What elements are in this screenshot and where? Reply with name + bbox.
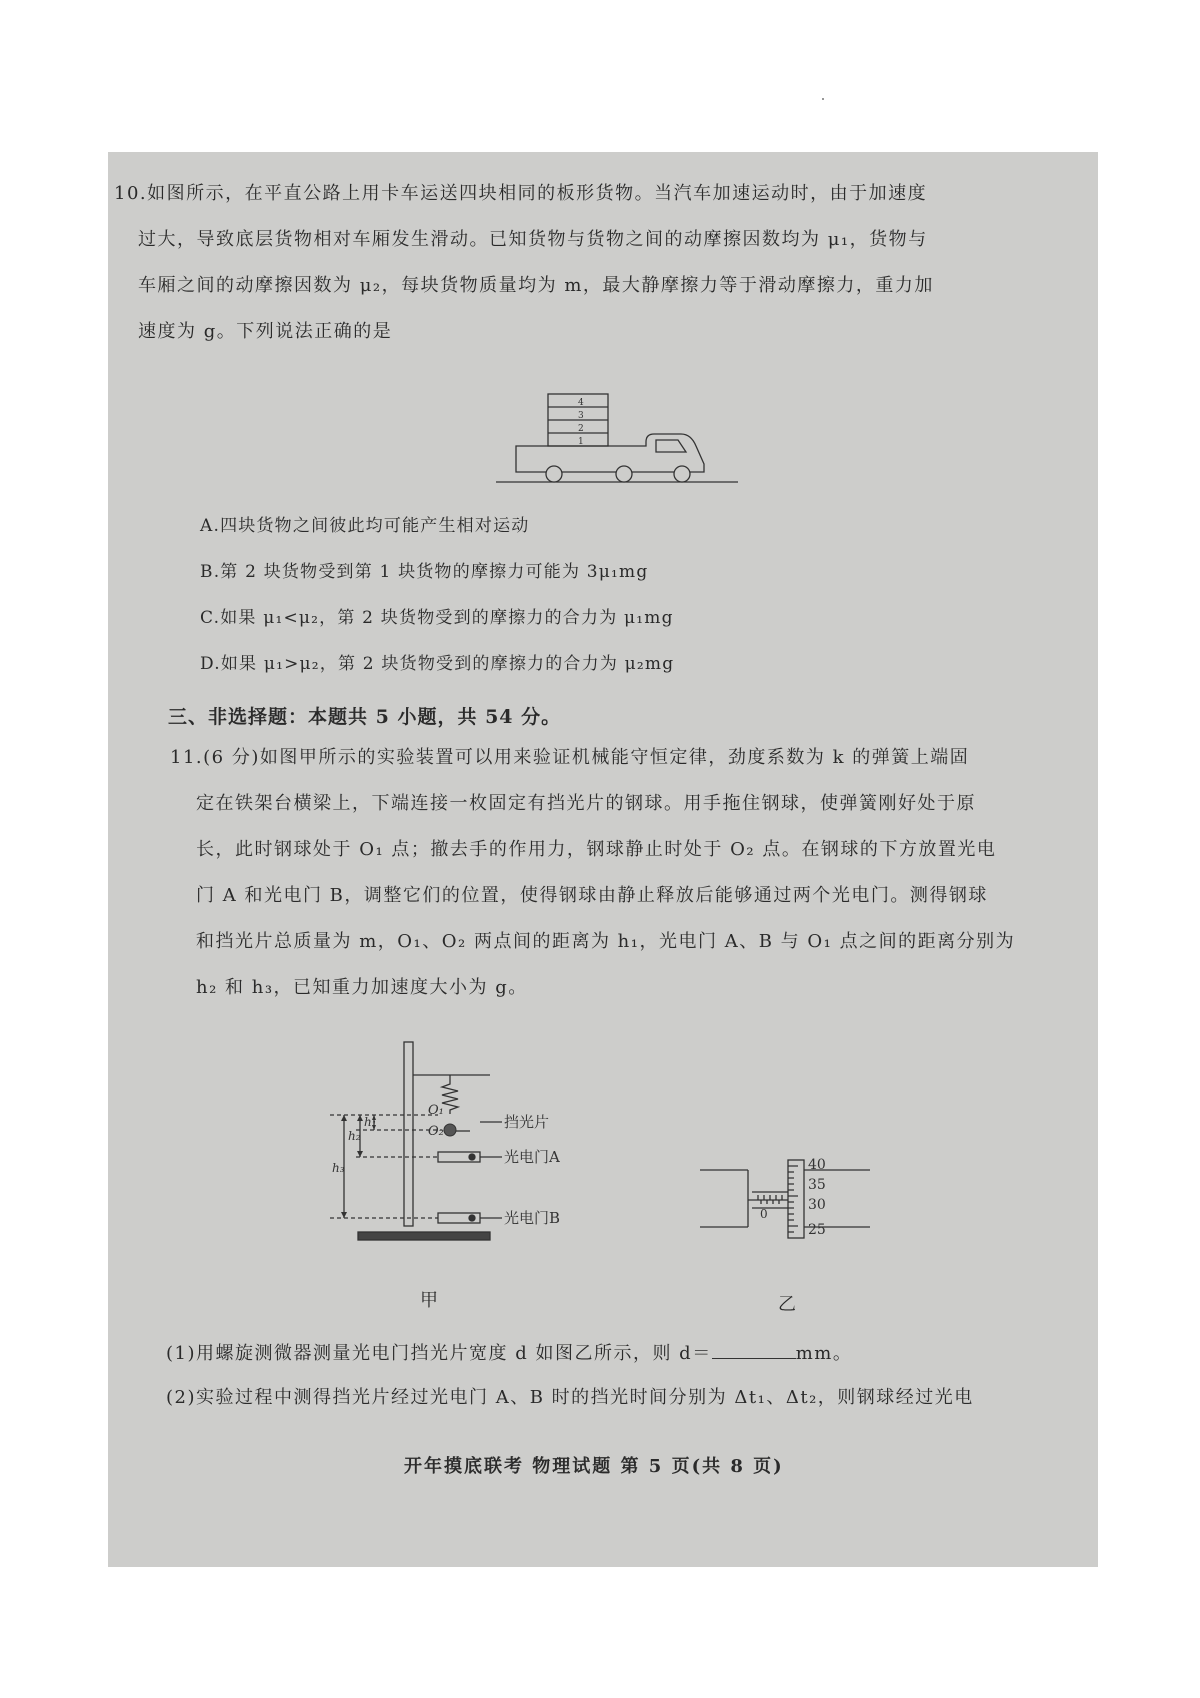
steel-ball-icon [444, 1124, 456, 1136]
cargo-label-2: 2 [578, 424, 584, 434]
section-heading: 三、非选择题：本题共 5 小题，共 54 分。 [168, 706, 562, 728]
answer-blank [712, 1340, 796, 1359]
label-gate-b: 光电门B [504, 1209, 561, 1227]
q11-line-4: 门 A 和光电门 B，调整它们的位置，使得钢球由静止释放后能够通过两个光电门。测得钢球 [196, 885, 988, 906]
caption-jia: 甲 [420, 1290, 438, 1311]
wheel [616, 466, 632, 482]
q11-line-1: 11.(6 分)如图甲所示的实验装置可以用来验证机械能守恒定律，劲度系数为 k 的弹簧上端固 [170, 747, 970, 768]
q10-line-4: 速度为 g。下列说法正确的是 [138, 321, 393, 342]
q10-option-c: C.如果 μ₁<μ₂，第 2 块货物受到的摩擦力的合力为 μ₁mg [200, 608, 674, 628]
label-h1: h₁ [364, 1115, 377, 1129]
q10-line-3: 车厢之间的动摩擦因数为 μ₂，每块货物质量均为 m，最大静摩擦力等于滑动摩擦力，重力加 [138, 275, 934, 296]
q10-line-2: 过大，导致底层货物相对车厢发生滑动。已知货物与货物之间的动摩擦因数均为 μ₁，货物与 [138, 229, 928, 250]
label-shade: 挡光片 [504, 1113, 550, 1131]
cargo-label-4: 4 [578, 398, 584, 408]
spring-icon [442, 1075, 458, 1114]
wheel [674, 466, 690, 482]
stand-rod [404, 1042, 413, 1226]
exam-page [108, 152, 1098, 1567]
q10-option-b: B.第 2 块货物受到第 1 块货物的摩擦力可能为 3μ₁mg [200, 562, 649, 582]
label-h2: h₂ [348, 1129, 361, 1143]
micrometer-35: 35 [808, 1177, 826, 1193]
wheel [546, 466, 562, 482]
label-o2: O₂ [428, 1124, 444, 1139]
q11-line-3: 长，此时钢球处于 O₁ 点；撤去手的作用力，钢球静止时处于 O₂ 点。在钢球的下方放置光电 [196, 839, 997, 860]
micrometer-30: 30 [808, 1197, 826, 1213]
cargo-label-1: 1 [578, 437, 584, 447]
q10-option-a: A.四块货物之间彼此均可能产生相对运动 [200, 516, 530, 536]
truck-figure [496, 384, 746, 496]
figure-jia [330, 1040, 590, 1250]
q11-sub1-unit: mm。 [795, 1343, 853, 1364]
q11-line-6: h₂ 和 h₃，已知重力加速度大小为 g。 [196, 977, 528, 998]
caption-yi: 乙 [778, 1294, 796, 1315]
q10-option-d: D.如果 μ₁>μ₂，第 2 块货物受到的摩擦力的合力为 μ₂mg [200, 654, 675, 674]
label-h3: h₃ [332, 1161, 345, 1175]
label-o1: O₁ [428, 1103, 444, 1118]
q11-sub1-text: (1)用螺旋测微器测量光电门挡光片宽度 d 如图乙所示，则 d＝ [166, 1343, 712, 1364]
figure-yi [700, 1152, 900, 1262]
micrometer-25: 25 [808, 1222, 826, 1238]
stand-base [358, 1232, 490, 1240]
q11-sub1 [166, 1340, 852, 1366]
cargo-label-3: 3 [578, 411, 584, 421]
q11-sub2: (2)实验过程中测得挡光片经过光电门 A、B 时的挡光时间分别为 Δt₁、Δt₂，则钢球经过光电 [166, 1387, 974, 1408]
q11-line-2: 定在铁架台横梁上，下端连接一枚固定有挡光片的钢球。用手拖住钢球，使弹簧刚好处于原 [196, 793, 976, 814]
q10-line-1: 10.如图所示，在平直公路上用卡车运送四块相同的板形货物。当汽车加速运动时，由于加速度 [114, 183, 928, 204]
micrometer-zero: 0 [760, 1207, 768, 1221]
stray-dot [822, 98, 824, 100]
page-footer: 开年摸底联考 物理试题 第 5 页(共 8 页) [404, 1456, 784, 1477]
micrometer-40: 40 [808, 1157, 826, 1173]
q11-line-5: 和挡光片总质量为 m，O₁、O₂ 两点间的距离为 h₁，光电门 A、B 与 O₁ 点之间的距离分别为 [196, 931, 1016, 952]
label-gate-a: 光电门A [504, 1148, 560, 1166]
